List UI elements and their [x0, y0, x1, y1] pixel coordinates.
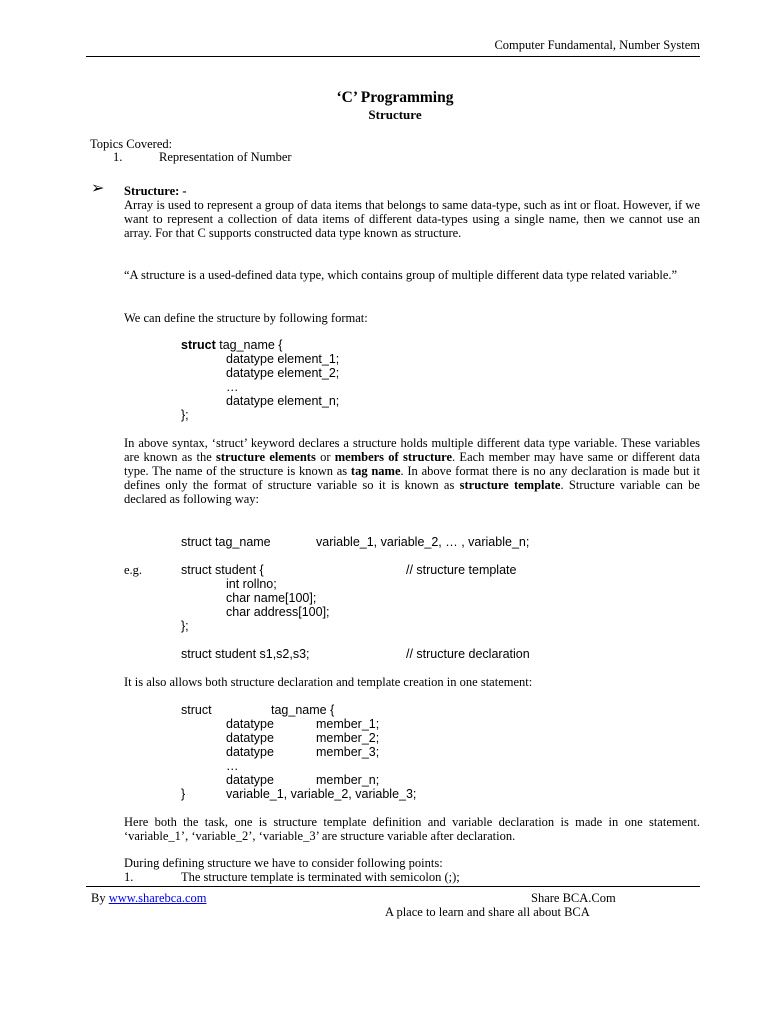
- code-struct-head: [181, 338, 282, 352]
- code-keyword: struct: [181, 338, 216, 352]
- decl-vars: variable_1, variable_2, … , variable_n;: [316, 535, 530, 549]
- footer-rule: [86, 886, 700, 887]
- code2-member: member_2;: [316, 731, 380, 745]
- header-title: Computer Fundamental, Number System: [494, 38, 700, 52]
- example-decl: struct student s1,s2,s3;: [181, 647, 310, 661]
- topics-number: 1.: [113, 150, 123, 164]
- page-subtitle: Structure: [368, 107, 422, 122]
- topics-heading: Topics Covered:: [90, 137, 173, 151]
- example-label: e.g.: [124, 563, 143, 577]
- example-line: char name[100];: [226, 591, 317, 605]
- code-line: …: [226, 380, 239, 394]
- code2-keyword: struct: [181, 703, 212, 717]
- code-tag: tag_name {: [219, 338, 283, 352]
- arrow-bullet-icon: ➢: [91, 180, 105, 197]
- paragraph-points: During defining structure we have to consider following points:: [124, 856, 443, 870]
- code2-type: datatype: [226, 717, 274, 731]
- header-rule: [86, 56, 700, 57]
- code2-close: }: [181, 787, 186, 801]
- code2-member: member_1;: [316, 717, 380, 731]
- paragraph-summary: Here both the task, one is structure template definition and variable declaration is made in one statement. ‘variable_1’, ‘variable_2’, ‘variable_3’ are structure variable after declaration.: [124, 815, 700, 843]
- footer-by: [91, 891, 206, 906]
- point-number: 1.: [124, 870, 134, 884]
- example-comment: // structure declaration: [406, 647, 530, 661]
- code2-type: datatype: [226, 731, 274, 745]
- paragraph-combined: It is also allows both structure declaration and template creation in one statement:: [124, 675, 533, 689]
- code2-member: member_n;: [316, 773, 380, 787]
- point-text: The structure template is terminated with semicolon (;);: [181, 870, 460, 884]
- bold-term: tag name: [350, 464, 401, 478]
- text-run: In above syntax, ‘struct’ keyword declares a structure holds multiple different data type variable. These variables are known as the: [124, 436, 700, 464]
- footer-by-label: By: [91, 891, 109, 905]
- code-close: };: [181, 408, 189, 422]
- code2-type: …: [226, 759, 239, 773]
- paragraph-intro: Array is used to represent a group of data items that belongs to same data-type, such as int or float. However, if we want to represent a collection of data items of different data-types using a single name, then we cannot use an array. For that C supports constructed data type known as structure.: [124, 198, 700, 240]
- decl-struct: struct tag_name: [181, 535, 271, 549]
- code2-type: datatype: [226, 773, 274, 787]
- code2-vars: variable_1, variable_2, variable_3;: [226, 787, 417, 801]
- paragraph-definition: “A structure is a used-defined data type, which contains group of multiple different data type related variable.”: [124, 268, 678, 282]
- bold-term: members of structure: [334, 450, 453, 464]
- text-run: . Structure variable can be declared as following way:: [124, 478, 700, 506]
- topics-item: Representation of Number: [159, 150, 292, 164]
- code2-type: datatype: [226, 745, 274, 759]
- example-line: char address[100];: [226, 605, 330, 619]
- example-close: };: [181, 619, 189, 633]
- code-line: datatype element_1;: [226, 352, 340, 366]
- text-run: or: [315, 450, 335, 464]
- footer-link[interactable]: www.sharebca.com: [108, 891, 207, 905]
- page-title: ‘C’ Programming: [336, 89, 454, 106]
- example-line: int rollno;: [226, 577, 277, 591]
- code2-tag: tag_name {: [271, 703, 335, 717]
- bold-term: structure elements: [216, 450, 316, 464]
- bold-term: structure template: [459, 478, 561, 492]
- paragraph-syntax-explanation: [124, 436, 700, 506]
- example-comment: // structure template: [406, 563, 517, 577]
- section-heading: Structure: -: [124, 184, 187, 198]
- footer-site: Share BCA.Com: [531, 891, 616, 905]
- footer-tagline: A place to learn and share all about BCA: [385, 905, 590, 919]
- text-run: . Each member may have same or different data type. The name of the structure is known as: [124, 450, 700, 478]
- code2-member: member_3;: [316, 745, 380, 759]
- code-line: datatype element_n;: [226, 394, 340, 408]
- code-line: datatype element_2;: [226, 366, 340, 380]
- example-head: struct student {: [181, 563, 264, 577]
- text-run: . In above format there is no any declaration is made but it defines only the format of structure variable so it is known as: [124, 464, 701, 492]
- paragraph-format: We can define the structure by following format:: [124, 311, 368, 325]
